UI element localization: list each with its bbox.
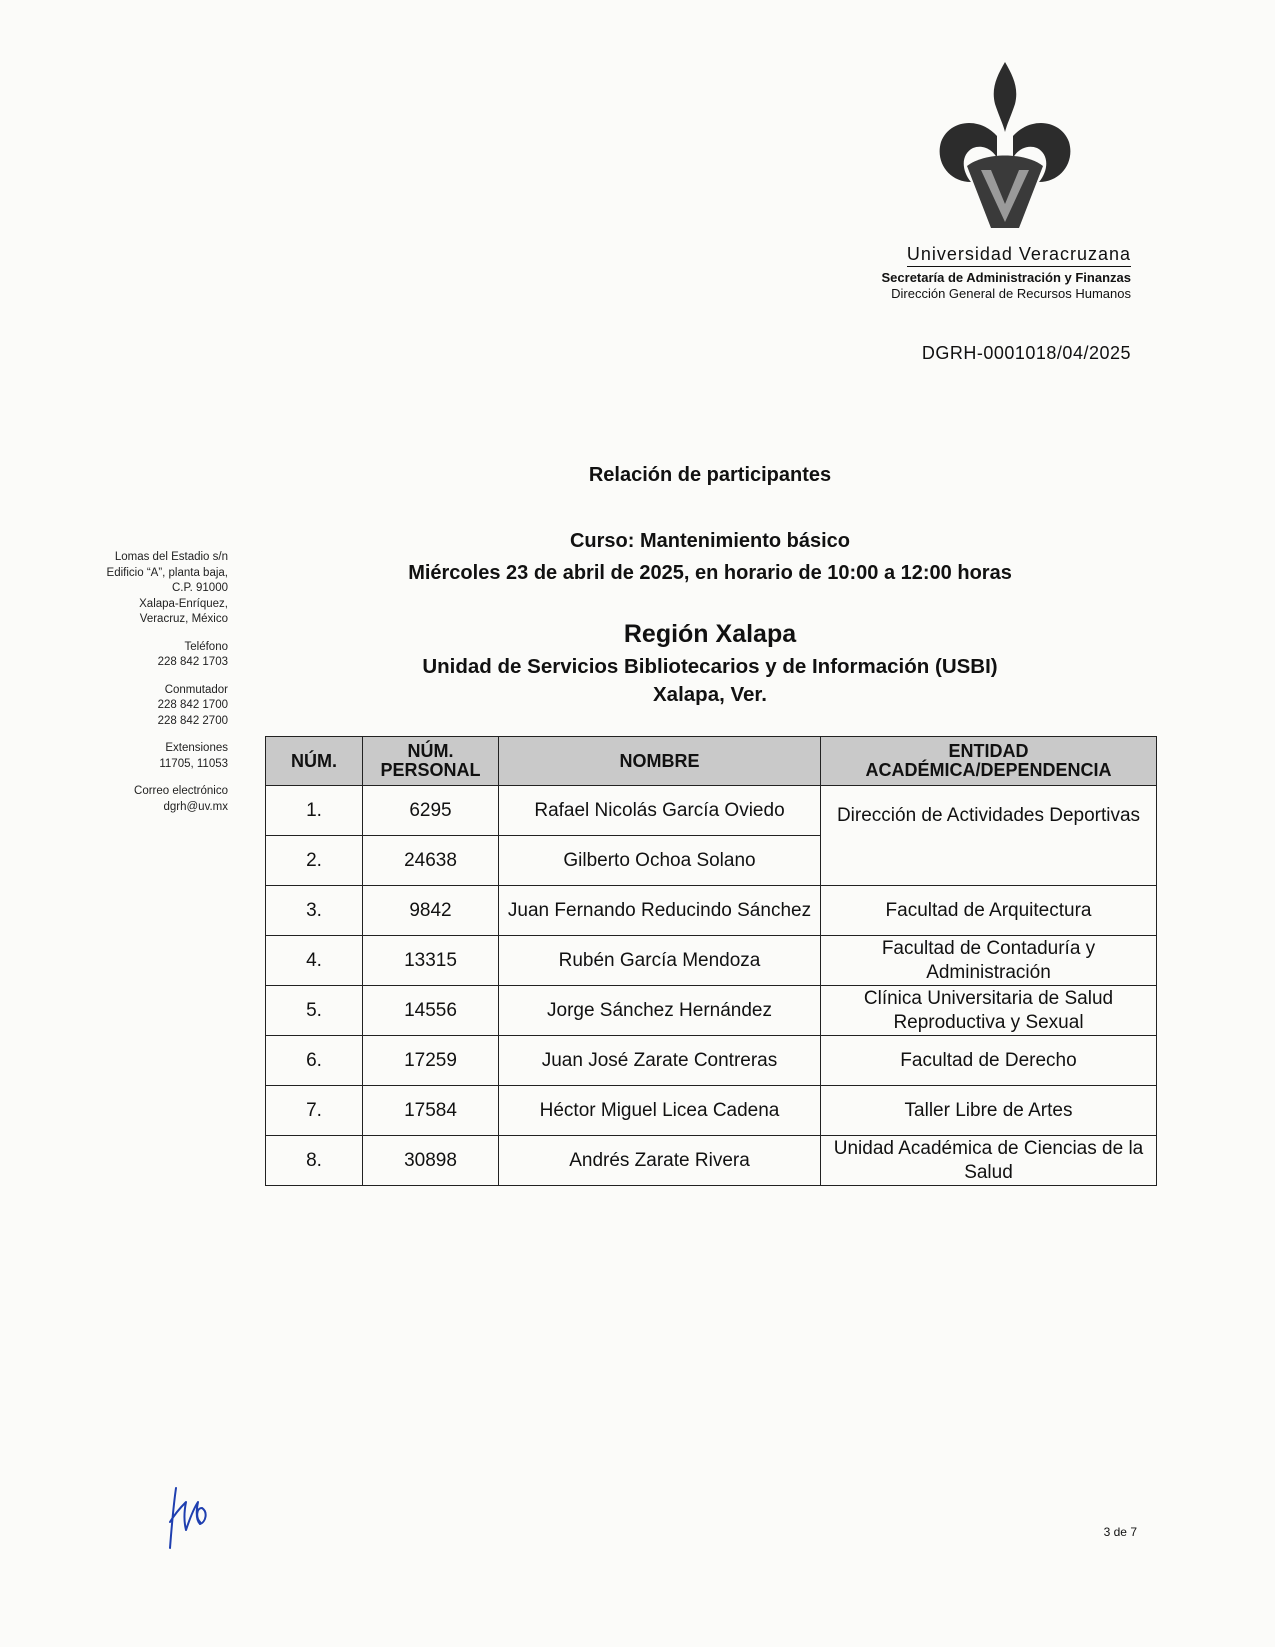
cell-nombre: Rubén García Mendoza	[499, 936, 821, 986]
cell-personal: 14556	[363, 986, 499, 1036]
address-block	[60, 550, 228, 628]
cell-nombre: Andrés Zarate Rivera	[499, 1136, 821, 1186]
cell-personal: 6295	[363, 786, 499, 836]
region-title: Región Xalapa	[623, 620, 797, 648]
letterhead	[882, 244, 1132, 302]
cell-entidad: Facultad de Derecho	[821, 1036, 1157, 1086]
cell-num: 4.	[266, 936, 363, 986]
uv-logo-icon	[935, 58, 1075, 243]
cell-entidad: Facultad de Arquitectura	[821, 886, 1157, 936]
extensiones-block	[60, 741, 228, 772]
cell-num: 5.	[266, 986, 363, 1036]
table-row	[266, 1036, 1157, 1086]
header-nombre: NOMBRE	[499, 737, 821, 786]
address-line: Xalapa-Enríquez,	[139, 597, 228, 610]
cell-nombre: Juan Fernando Reducindo Sánchez	[499, 886, 821, 936]
conmutador-value: 228 842 2700	[157, 714, 228, 727]
address-line: C.P. 91000	[171, 582, 228, 594]
cell-nombre: Gilberto Ochoa Solano	[499, 836, 821, 886]
cell-entidad: Taller Libre de Artes	[821, 1086, 1157, 1136]
cell-entidad: Facultad de Contaduría y Administración	[821, 936, 1157, 986]
university-name: Universidad Veracruzana	[907, 244, 1131, 267]
cell-personal: 24638	[363, 836, 499, 886]
cell-entidad: Unidad Académica de Ciencias de la Salud	[821, 1136, 1157, 1186]
contact-sidebar	[60, 550, 228, 827]
cell-personal: 17259	[363, 1036, 499, 1086]
correo-value: dgrh@uv.mx	[163, 800, 228, 813]
cell-personal: 9842	[363, 886, 499, 936]
cell-nombre: Héctor Miguel Licea Cadena	[499, 1086, 821, 1136]
cell-entidad: Clínica Universitaria de Salud Reproductiva y Sexual	[821, 986, 1157, 1036]
header-num-personal-line1: NÚM.	[407, 741, 454, 761]
conmutador-label: Conmutador	[164, 683, 228, 696]
cell-personal: 30898	[363, 1136, 499, 1186]
cell-nombre: Juan José Zarate Contreras	[499, 1036, 821, 1086]
unit-name: Unidad de Servicios Bibliotecarios y de Información (USBI)	[422, 655, 998, 678]
course-schedule: Miércoles 23 de abril de 2025, en horario de 10:00 a 12:00 horas	[408, 562, 1012, 584]
cell-personal: 13315	[363, 936, 499, 986]
cell-num: 1.	[266, 786, 363, 836]
header-entidad-line1: ENTIDAD	[948, 741, 1029, 761]
table-header-row	[266, 737, 1157, 786]
correo-block	[60, 784, 228, 815]
cell-num: 7.	[266, 1086, 363, 1136]
address-line: Lomas del Estadio s/n	[114, 551, 228, 563]
telefono-label: Teléfono	[184, 640, 228, 653]
table-row	[266, 936, 1157, 986]
address-line: Edificio “A”, planta baja,	[106, 566, 228, 579]
secretaria-name: Secretaría de Administración y Finanzas	[881, 270, 1131, 285]
page-number: 3 de 7	[1103, 1525, 1137, 1539]
table-row	[266, 886, 1157, 936]
cell-nombre: Rafael Nicolás García Oviedo	[499, 786, 821, 836]
extensiones-label: Extensiones	[165, 742, 228, 754]
address-line: Veracruz, México	[139, 613, 228, 625]
cell-personal: 17584	[363, 1086, 499, 1136]
table-row	[266, 786, 1157, 836]
cell-entidad: Dirección de Actividades Deportivas	[821, 786, 1157, 886]
direccion-name: Dirección General de Recursos Humanos	[891, 286, 1131, 301]
conmutador-block	[60, 683, 228, 730]
cell-num: 2.	[266, 836, 363, 886]
handwritten-initials-icon	[166, 1482, 216, 1552]
table-row	[266, 1086, 1157, 1136]
cell-num: 3.	[266, 886, 363, 936]
header-entidad-line2: ACADÉMICA/DEPENDENCIA	[865, 760, 1112, 780]
header-num-personal-line2: PERSONAL	[380, 760, 481, 780]
header-num-personal	[363, 737, 499, 786]
city-name: Xalapa, Ver.	[653, 683, 767, 706]
document-reference: DGRH-0001018/04/2025	[921, 343, 1131, 363]
course-name: Curso: Mantenimiento básico	[569, 530, 851, 552]
cell-num: 8.	[266, 1136, 363, 1186]
document-title: Relación de participantes	[588, 464, 832, 486]
header-num: NÚM.	[266, 737, 363, 786]
table-row	[266, 1136, 1157, 1186]
correo-label: Correo electrónico	[134, 785, 228, 797]
telefono-block	[60, 640, 228, 671]
conmutador-value: 228 842 1700	[157, 699, 228, 711]
cell-nombre: Jorge Sánchez Hernández	[499, 986, 821, 1036]
extensiones-value: 11705, 11053	[159, 757, 228, 770]
cell-num: 6.	[266, 1036, 363, 1086]
table-row	[266, 986, 1157, 1036]
participants-table	[265, 736, 1157, 1186]
telefono-value: 228 842 1703	[157, 656, 228, 668]
header-entidad	[821, 737, 1157, 786]
